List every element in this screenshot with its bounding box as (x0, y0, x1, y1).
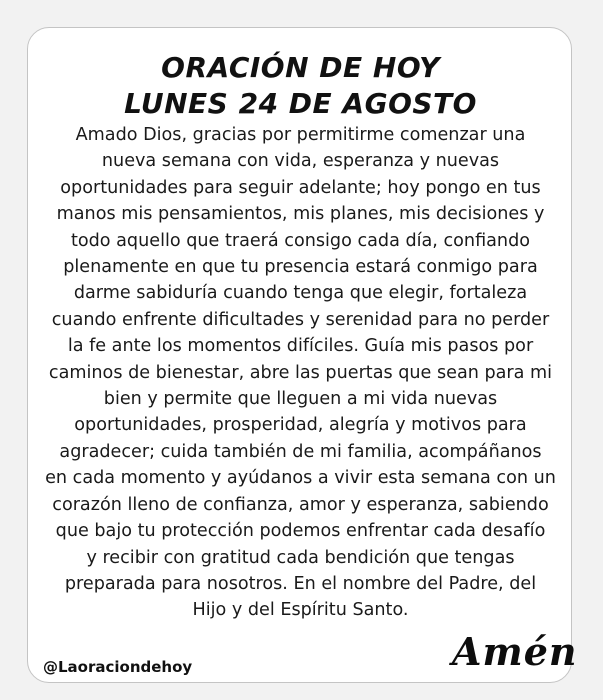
prayer-line: nueva semana con vida, esperanza y nuevas (101, 151, 500, 172)
prayer-line: Hijo y del Espíritu Santo. (192, 600, 409, 621)
prayer-line: darme sabiduría cuando tenga que elegir, fortaleza (73, 283, 528, 304)
title-line-1: ORACIÓN DE HOY (161, 51, 440, 84)
prayer-line: oportunidades, prosperidad, alegría y motivos para (74, 415, 527, 436)
prayer-line: bien y permite que lleguen a mi vida nuevas (103, 389, 498, 410)
top-strip (0, 0, 603, 14)
prayer-line: oportunidades para seguir adelante; hoy pongo en tus (60, 177, 541, 198)
amen-signature: Amén (452, 629, 578, 674)
prayer-line: todo aquello que traerá consigo cada día, confiando (70, 230, 531, 251)
prayer-line: agradecer; cuida también de mi familia, acompáñanos (59, 441, 542, 462)
social-handle: @Laoraciondehoy (43, 658, 193, 676)
prayer-line: manos mis pensamientos, mis planes, mis decisiones y (56, 204, 545, 225)
prayer-line: Amado Dios, gracias por permitirme comenzar una (75, 125, 526, 145)
prayer-line: cuando enfrente dificultades y serenidad para no perder (51, 309, 550, 330)
prayer-line: caminos de bienestar, abre las puertas que sean para mi (48, 362, 553, 383)
prayer-line: preparada para nosotros. En el nombre del Padre, del (64, 573, 537, 594)
prayer-card (27, 27, 578, 683)
title-line-2: LUNES 24 DE AGOSTO (124, 87, 477, 120)
prayer-text (36, 122, 565, 624)
prayer-line: plenamente en que tu presencia estará conmigo para (63, 257, 538, 278)
prayer-line: corazón lleno de confianza, amor y esperanza, sabiendo (52, 494, 549, 515)
prayer-line: la fe ante los momentos difíciles. Guía mis pasos por (67, 336, 534, 357)
prayer-line: que bajo tu protección podemos enfrentar cada desafío (55, 521, 546, 542)
prayer-line: y recibir con gratitud cada bendición que tengas (86, 547, 515, 568)
prayer-line: en cada momento y ayúdanos a vivir esta semana con un (45, 468, 556, 489)
